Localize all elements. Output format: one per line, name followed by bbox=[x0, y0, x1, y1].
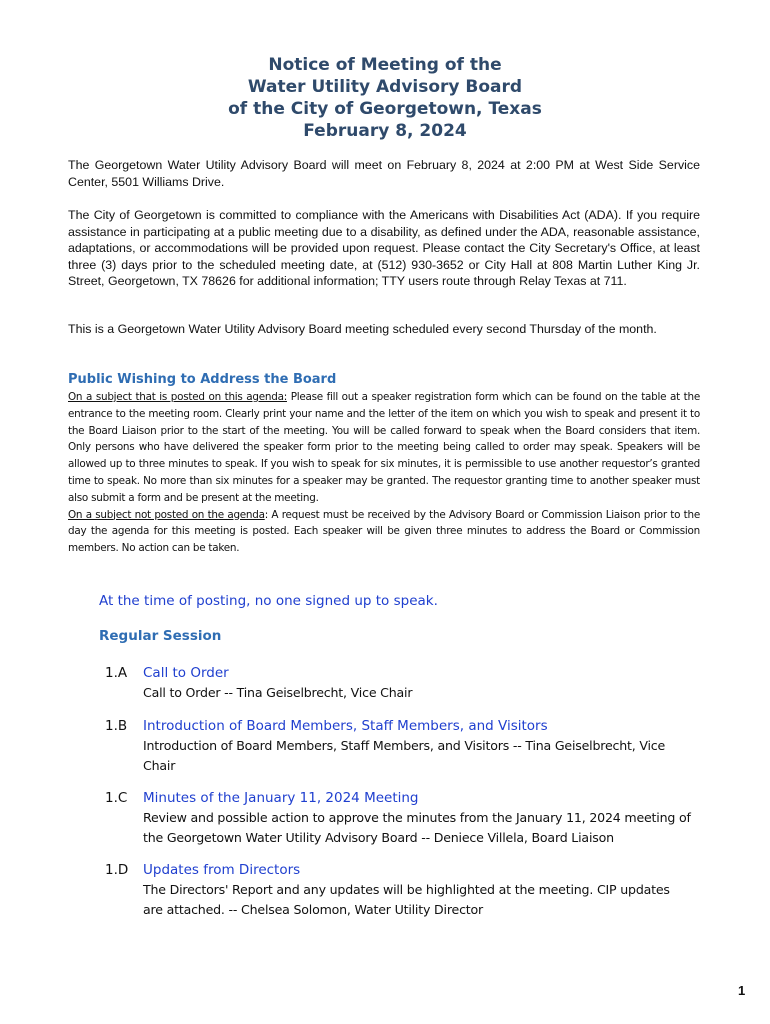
agenda-item-number: 1.D bbox=[105, 862, 129, 878]
not-posted-subject-text: : A request must be received by the Advisory Board or Commission Liaison prior to the day the agenda for this meeting is posted. Each speaker will be given three minutes to address the Board or Commission members. No action can be taken. bbox=[68, 508, 700, 555]
page-number: 1 bbox=[738, 983, 746, 998]
not-posted-subject-label: On a subject not posted on the agenda bbox=[68, 508, 265, 521]
posting-note: At the time of posting, no one signed up to speak. bbox=[99, 593, 438, 609]
agenda-item-description: Introduction of Board Members, Staff Members, and Visitors -- Tina Geiselbrecht, Vice Chair bbox=[143, 738, 666, 773]
agenda-item-description: Call to Order -- Tina Geiselbrecht, Vice Chair bbox=[143, 685, 413, 700]
title-date: February 8, 2024 bbox=[303, 121, 467, 141]
regular-session-heading: Regular Session bbox=[99, 628, 222, 644]
agenda-item-description: Review and possible action to approve the minutes from the January 11, 2024 meeting of the Georgetown Water Utility Advisory Board -- Deniece Villela, Board Liaison bbox=[143, 810, 691, 845]
title-line-3: of the City of Georgetown, Texas bbox=[228, 99, 542, 119]
posted-subject-label: On a subject that is posted on this agenda: bbox=[68, 391, 287, 403]
title-line-2: Water Utility Advisory Board bbox=[247, 77, 523, 97]
intro-paragraph: The Georgetown Water Utility Advisory Board will meet on February 8, 2024 at 2:00 PM at West Side Service Center, 5501 Williams Drive. bbox=[68, 158, 700, 189]
agenda-item-number: 1.A bbox=[105, 665, 128, 681]
agenda-item-number: 1.B bbox=[105, 718, 128, 734]
title-line-1: Notice of Meeting of the bbox=[268, 55, 502, 75]
agenda-item-title[interactable]: Updates from Directors bbox=[143, 862, 301, 878]
schedule-paragraph: This is a Georgetown Water Utility Advisory Board meeting scheduled every second Thursday of the month. bbox=[68, 322, 657, 336]
public-address-heading: Public Wishing to Address the Board bbox=[68, 372, 337, 387]
agenda-item-title[interactable]: Call to Order bbox=[143, 665, 229, 681]
agenda-item-description: The Directors' Report and any updates will be highlighted at the meeting. CIP updates are attached. -- Chelsea Solomon, Water Utility Director bbox=[143, 882, 670, 917]
agenda-item-title[interactable]: Introduction of Board Members, Staff Members, and Visitors bbox=[143, 718, 548, 734]
agenda-item-title[interactable]: Minutes of the January 11, 2024 Meeting bbox=[143, 790, 419, 806]
meeting-title bbox=[0, 54, 770, 142]
agenda-item-number: 1.C bbox=[105, 790, 128, 806]
posted-subject-text: Please fill out a speaker registration form which can be found on the table at the entrance to the meeting room. Clearly print your name and the letter of the item on which you wish to speak and present it to the Board Liaison prior to the start of the meeting. You will be called forward to speak when the Board considers that item. Only persons who have delivered the speaker form prior to the meeting being called to order may speak. Speakers will be allowed up to three minutes to speak. If you wish to speak for six minutes, it is permissible to use another requestor’s granted time to speak. No more than six minutes for a speaker may be granted. The requestor granting time to another speaker must also submit a form and be present at the meeting. bbox=[68, 391, 700, 504]
speaker-instructions bbox=[68, 389, 700, 557]
ada-paragraph: The City of Georgetown is committed to compliance with the Americans with Disabilities Act (ADA). If you require assistance in participating at a public meeting due to a disability, as defined under the ADA, reasonable assistance, adaptations, or accommodations will be provided upon request. Please contact the City Secretary's Office, at least three (3) days prior to the scheduled meeting date, at (512) 930-3652 or City Hall at 808 Martin Luther King Jr. Street, Georgetown, TX 78626 for additional information; TTY users route through Relay Texas at 711. bbox=[68, 208, 700, 288]
